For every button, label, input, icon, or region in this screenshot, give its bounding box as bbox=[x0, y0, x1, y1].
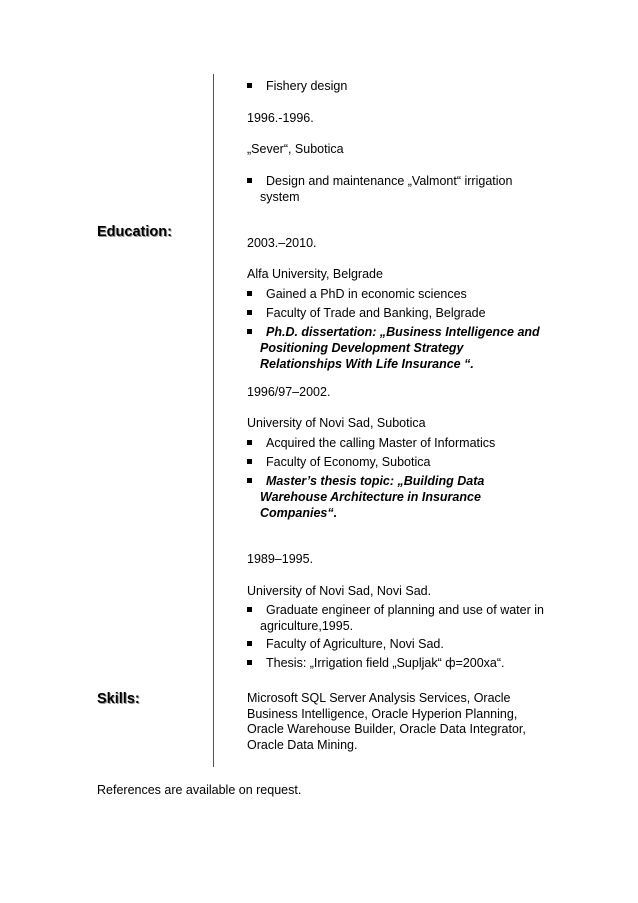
list-item bbox=[247, 602, 550, 634]
list-item bbox=[247, 454, 550, 470]
list-item bbox=[247, 324, 545, 372]
bullet-square-icon bbox=[247, 83, 252, 88]
list-item-text: Acquired the calling Master of Informatics bbox=[266, 436, 496, 450]
list-item bbox=[247, 78, 550, 94]
list-item-text: Thesis: „Irrigation field „Supljak“ ф=200xa“. bbox=[266, 656, 505, 670]
period: 2003.–2010. bbox=[247, 236, 317, 250]
list-item-text: Design and maintenance „Valmont“ irrigation system bbox=[260, 174, 513, 204]
list-item bbox=[247, 636, 550, 652]
list-item-text: Faculty of Agriculture, Novi Sad. bbox=[266, 637, 444, 651]
bullet-square-icon bbox=[247, 459, 252, 464]
list-item bbox=[247, 173, 550, 205]
list-item bbox=[247, 305, 550, 321]
institution: University of Novi Sad, Novi Sad. bbox=[247, 584, 432, 598]
list-item-text: Ph.D. dissertation: „Business Intelligence and Positioning Development Strategy Relationships With Life Insurance “. bbox=[260, 325, 540, 371]
list-item-text: Faculty of Economy, Subotica bbox=[266, 455, 431, 469]
bullet-square-icon bbox=[247, 291, 252, 296]
references-note: References are available on request. bbox=[97, 783, 302, 797]
skills-heading: Skills: bbox=[97, 691, 140, 707]
institution: Alfa University, Belgrade bbox=[247, 267, 383, 281]
bullet-square-icon bbox=[247, 641, 252, 646]
period: 1996/97–2002. bbox=[247, 385, 331, 399]
list-item-text: Master’s thesis topic: „Building Data Warehouse Architecture in Insurance Companies“. bbox=[260, 474, 485, 520]
list-item-text: Faculty of Trade and Banking, Belgrade bbox=[266, 306, 486, 320]
bullet-square-icon bbox=[247, 607, 252, 612]
list-item bbox=[247, 473, 500, 521]
organization: „Sever“, Subotica bbox=[247, 142, 344, 156]
column-divider bbox=[213, 74, 214, 767]
period: 1989–1995. bbox=[247, 552, 314, 566]
list-item bbox=[247, 435, 550, 451]
list-item bbox=[247, 655, 550, 671]
list-item-text: Graduate engineer of planning and use of water in agriculture,1995. bbox=[260, 603, 544, 633]
period: 1996.-1996. bbox=[247, 111, 314, 125]
bullet-square-icon bbox=[247, 310, 252, 315]
bullet-square-icon bbox=[247, 440, 252, 445]
bullet-square-icon bbox=[247, 660, 252, 665]
list-item-text: Gained a PhD in economic sciences bbox=[266, 287, 467, 301]
list-item-text: Fishery design bbox=[266, 79, 348, 93]
list-item bbox=[247, 286, 550, 302]
bullet-square-icon bbox=[247, 329, 252, 334]
skills-text: Microsoft SQL Server Analysis Services, Oracle Business Intelligence, Oracle Hyperion Planning, Oracle Warehouse Builder, Oracle Data Integrator, Oracle Data Mining. bbox=[247, 691, 526, 752]
education-heading: Education: bbox=[97, 224, 172, 240]
bullet-square-icon bbox=[247, 478, 252, 483]
institution: University of Novi Sad, Subotica bbox=[247, 416, 426, 430]
bullet-square-icon bbox=[247, 178, 252, 183]
